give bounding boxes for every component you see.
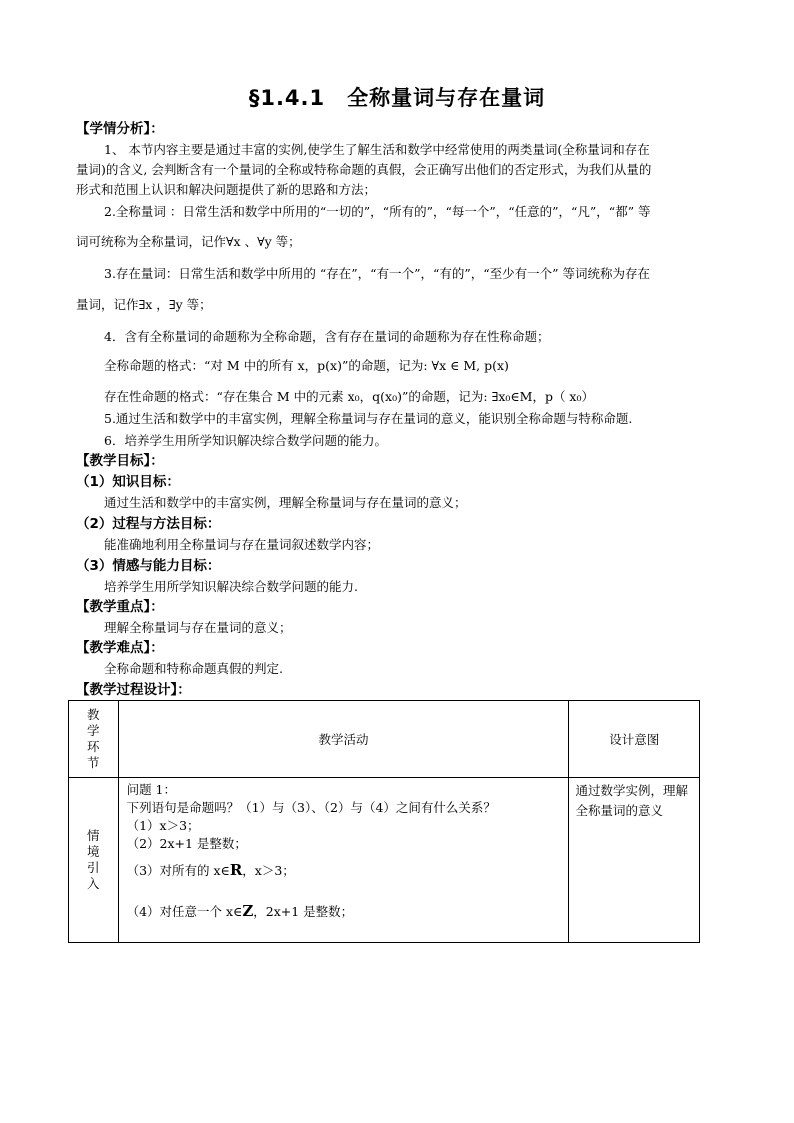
- row1-intent-text: 通过数学实例，理解全称量词的意义: [575, 783, 688, 818]
- header-intent-cell: [569, 701, 700, 778]
- difficulties-text: 全称命题和特称命题真假的判定.: [104, 661, 283, 676]
- section-heading-goals: 【教学目标】：: [76, 453, 164, 469]
- row1-activity-cell: [118, 778, 569, 943]
- teaching-process-table: [68, 700, 700, 943]
- key-points-text: 理解全称量词与存在量词的意义；: [104, 620, 292, 635]
- item4-suffix: ，2x+1 是整数；: [253, 904, 354, 919]
- set-symbol-r: R: [229, 861, 243, 879]
- subheading-process-goal: （2）过程与方法目标：: [76, 516, 221, 532]
- analysis-p4: 4．含有全称量词的命题称为全称命题，含有存在量词的命题称为存在性称命题；: [104, 329, 550, 344]
- section-heading-difficulties: 【教学难点】：: [76, 640, 164, 656]
- emotion-goal-text: 培养学生用所学知识解决综合数学问题的能力.: [104, 579, 358, 594]
- question-label: 问题 1：: [126, 782, 177, 797]
- page-title: §1.4.1 全称量词与存在量词: [248, 86, 546, 110]
- analysis-p5: 5.通过生活和数学中的丰富实例，理解全称量词与存在量词的意义，能识别全称命题与特称命题.: [104, 411, 633, 426]
- process-goal-text: 能准确地利用全称量词与存在量词叙述数学内容；: [104, 537, 380, 552]
- analysis-p1-line1: 1、 本节内容主要是通过丰富的实例,使学生了解生活和数学中经常使用的两类量词(全称量词和存在: [104, 142, 650, 157]
- knowledge-goal-text: 通过生活和数学中的丰富实例，理解全称量词与存在量词的意义；: [104, 495, 467, 510]
- item4-prefix: （4）对任意一个 x∈: [126, 904, 243, 919]
- analysis-p2-line1: 2.全称量词 ：日常生活和数学中所用的“一切的”，“所有的”，“每一个”，“任意的”，“凡”，“都” 等: [104, 204, 651, 219]
- analysis-p4-format1: 全称命题的格式：“对 M 中的所有 x，p(x)”的命题，记为: ∀x ∈ M, p(x): [104, 358, 509, 373]
- analysis-p3-line1: 3.存在量词：日常生活和数学中所用的 “存在”，“有一个”，“有的”，“至少有一个” 等词统称为存在: [104, 266, 650, 281]
- subheading-emotion-goal: （3）情感与能力目标：: [76, 558, 221, 574]
- header-stage-label: 教学环节: [87, 707, 100, 770]
- row1-stage-label: 情境引入: [87, 828, 100, 891]
- table-row: [69, 778, 700, 943]
- row1-stage-cell: [69, 778, 119, 943]
- question-item-3: [127, 861, 561, 880]
- section-heading-process-design: 【教学过程设计】：: [76, 682, 191, 698]
- analysis-p4-format2: 存在性命题的格式：“存在集合 M 中的元素 x₀，q(x₀)”的命题，记为: ∃x₀∈M，p（ x₀）: [104, 389, 594, 404]
- section-heading-key-points: 【教学重点】：: [76, 599, 164, 615]
- question-item-4: [127, 902, 561, 921]
- header-intent-label: 设计意图: [609, 732, 660, 747]
- analysis-p3-line2: 量词，记作∃x ，∃y 等；: [76, 297, 212, 312]
- subheading-knowledge-goal: （1）知识目标：: [76, 474, 180, 490]
- set-symbol-z: Z: [242, 902, 254, 920]
- header-activity-label: 教学活动: [318, 732, 369, 747]
- analysis-p6: 6．培养学生用所学知识解决综合数学问题的能力。: [104, 433, 387, 448]
- analysis-p1-line3: 形式和范围上认识和解决问题提供了新的思路和方法；: [76, 182, 377, 197]
- section-heading-analysis: 【学情分析】：: [76, 121, 164, 137]
- question-text: 下列语句是命题吗？（1）与（3）、（2）与（4）之间有什么关系？: [126, 800, 496, 815]
- header-stage-cell: [69, 701, 119, 778]
- table-header-row: [69, 701, 700, 778]
- item3-prefix: （3）对所有的 x∈: [126, 863, 230, 878]
- item3-suffix: ，x＞3；: [242, 863, 295, 878]
- row1-intent-cell: [569, 778, 700, 943]
- analysis-p1-line2: 量词)的含义, 会判断含有一个量词的全称或特称命题的真假，会正确写出他们的否定形式，为我们从量的: [76, 162, 652, 177]
- analysis-p2-line2: 词可统称为全称量词，记作∀x 、∀y 等；: [76, 234, 301, 249]
- question-item-1: （1）x＞3；: [126, 818, 200, 833]
- header-activity-cell: [118, 701, 569, 778]
- question-item-2: （2）2x+1 是整数；: [126, 836, 247, 851]
